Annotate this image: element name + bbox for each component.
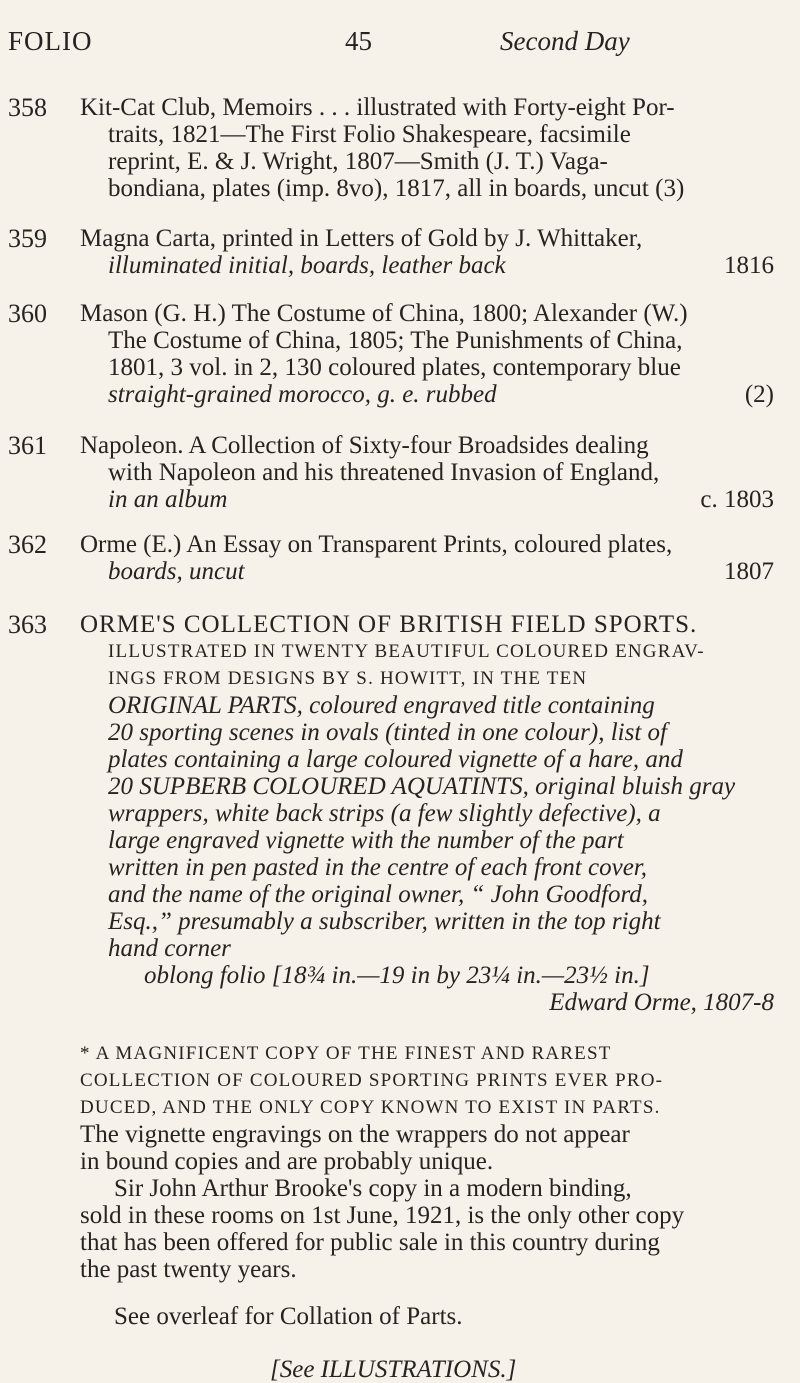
entry-line: wrappers, white back strips (a few slightly defective), a [108, 800, 661, 827]
note-line: that has been offered for public sale in this country during [80, 1229, 660, 1256]
entry-line: Esq.,” presumably a subscriber, written in the top right [108, 908, 661, 935]
entry-description [80, 94, 774, 202]
note-line: the past twenty years. [80, 1256, 297, 1283]
page-header [0, 26, 800, 66]
entry-line: 1801, 3 vol. in 2, 130 coloured plates, contemporary blue [108, 354, 681, 381]
entry-line [80, 381, 774, 408]
entry-description [80, 432, 774, 513]
entry-line: 20 SUPBERB COLOURED AQUATINTS, original bluish gray [108, 773, 736, 800]
note-line: Sir John Arthur Brooke's copy in a modern binding, [114, 1175, 632, 1202]
entry-line-text: straight-grained morocco, g. e. rubbed [108, 381, 497, 408]
note-line: The vignette engravings on the wrappers do not appear [80, 1121, 630, 1148]
entry-date: 1807 [724, 558, 774, 585]
lot-number: 359 [8, 224, 47, 253]
entry-line: traits, 1821—The First Folio Shakespeare, facsimile [108, 121, 631, 148]
entry-line-text: illuminated initial, boards, leather back [108, 252, 506, 279]
entry-line: Kit-Cat Club, Memoirs . . . illustrated with Forty-eight Por- [80, 94, 675, 121]
lot-number: 363 [8, 610, 47, 639]
entry-line [80, 486, 774, 513]
lot-note [80, 1040, 774, 1283]
entry-line: large engraved vignette with the number of the part [108, 827, 624, 854]
entry-line: Napoleon. A Collection of Sixty-four Broadsides dealing [80, 432, 649, 459]
note-line: DUCED, AND THE ONLY COPY KNOWN TO EXIST IN PARTS. [80, 1097, 661, 1118]
entry-line [80, 558, 774, 585]
note-line: sold in these rooms on 1st June, 1921, is the only other copy [80, 1202, 685, 1229]
entry-line: bondiana, plates (imp. 8vo), 1817, all in boards, uncut (3) [108, 175, 685, 202]
entry-date: c. 1803 [700, 486, 774, 513]
entry-line: with Napoleon and his threatened Invasion of England, [108, 459, 660, 486]
entry-line [80, 252, 774, 279]
sale-day-label: Second Day [500, 26, 630, 56]
entry-line-text: boards, uncut [108, 558, 245, 585]
folio-label: FOLIO [8, 26, 93, 56]
entry-imprint: Edward Orme, 1807-8 [549, 989, 774, 1016]
entry-line: 20 sporting scenes in ovals (tinted in one colour), list of [108, 719, 667, 746]
entry-description [80, 300, 774, 408]
entry-description [80, 225, 774, 279]
note-line: * A MAGNIFICENT COPY OF THE FINEST AND RAREST [80, 1043, 612, 1064]
entry-date: 1816 [724, 252, 774, 279]
note-line: in bound copies and are probably unique. [80, 1148, 494, 1175]
page-number: 45 [345, 26, 372, 56]
lot-number: 358 [8, 93, 47, 122]
lot-number: 361 [8, 431, 47, 460]
entry-description [80, 611, 774, 1383]
entry-line: ILLUSTRATED IN TWENTY BEAUTIFUL COLOURED ENGRAV- [108, 641, 705, 662]
entry-line: written in pen pasted in the centre of each front cover, [108, 854, 648, 881]
entry-line: Magna Carta, printed in Letters of Gold by J. Whittaker, [80, 225, 643, 252]
entry-line: plates containing a large coloured vignette of a hare, and [108, 746, 683, 773]
entry-line: Mason (G. H.) The Costume of China, 1800; Alexander (W.) [80, 300, 688, 327]
entry-line: hand corner [108, 935, 231, 962]
entry-line-text: in an album [108, 486, 228, 513]
entry-line: reprint, E. & J. Wright, 1807—Smith (J. T.) Vaga- [108, 148, 608, 175]
see-overleaf-note: See overleaf for Collation of Parts. [114, 1303, 463, 1330]
entry-line: ORME'S COLLECTION OF BRITISH FIELD SPORTS. [80, 611, 698, 638]
entry-format: oblong folio [18¾ in.—19 in by 23¼ in.—23½ in.] [144, 962, 650, 989]
entry-line: ORIGINAL PARTS, coloured engraved title containing [108, 692, 655, 719]
entry-line: INGS FROM DESIGNS BY S. HOWITT, IN THE TEN [108, 668, 588, 689]
entry-line: and the name of the original owner, “ John Goodford, [108, 881, 649, 908]
entry-quantity: (2) [744, 381, 774, 408]
lot-number: 362 [8, 530, 47, 559]
entry-description [80, 531, 774, 585]
note-line: COLLECTION OF COLOURED SPORTING PRINTS EVER PRO- [80, 1070, 664, 1091]
entry-line: Orme (E.) An Essay on Transparent Prints, coloured plates, [80, 531, 673, 558]
see-illustrations-note: [See ILLUSTRATIONS.] [270, 1356, 517, 1383]
lot-number: 360 [8, 299, 47, 328]
entry-line: The Costume of China, 1805; The Punishments of China, [108, 327, 683, 354]
